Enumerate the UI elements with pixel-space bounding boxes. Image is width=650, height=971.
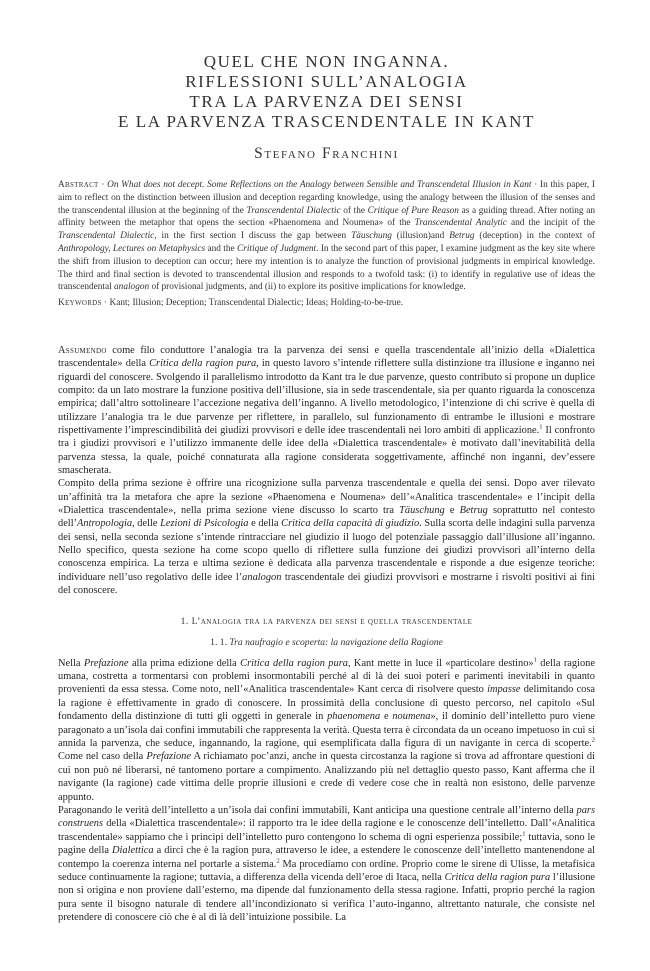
body-emph: Dialettica [112, 845, 154, 857]
title-line-1: QUEL CHE NON INGANNA. [203, 52, 450, 71]
intro-emph: Täuschung [399, 505, 445, 517]
intro-emph: Lezioni di Psicologia [160, 518, 249, 530]
body-text: della «Dialettica trascendentale»: il rapporto tra le idee della ragione e le conoscenze dell’intelletto. Dall’«Analitica trascendentale» sappiamo che i principi dell’intelletto puro contengono lo schema di ogni esperienza possibile; [58, 818, 595, 843]
keywords-list: Kant; Illusion; Deception; Transcendental Dialectic; Ideas; Holding-to-be-true. [109, 298, 404, 309]
body-emph: impasse [487, 684, 521, 696]
body-text: alla prima edizione della [128, 657, 241, 669]
keywords-label: Keywords [58, 298, 102, 309]
intro-text: trascendentale dei giudizi provvisori e mostrarne i risvolti positivi ai fini del conoscere. [58, 571, 595, 597]
abstract-heading: On What does not decept. Some Reflections on the Analogy between Sensible and Transcendetal Illusion in Kant [107, 180, 532, 190]
body-text: della ragione umana, costretta a tormentarsi con problemi insormontabili perché al di là dei suoi poteri e parimenti inevitabili in quanto provenienti da essa stessa. Come noto, nell’«Analitica trascendentale» Kant cerca di risolvere questo [58, 657, 595, 696]
body-text: Come nel caso della [58, 751, 147, 763]
section-body [58, 657, 595, 925]
title-line-3: TRA LA PARVENZA DEI SENSI [189, 92, 464, 111]
author-name: Stefano Franchini [254, 145, 399, 162]
intro-paragraph-1 [58, 344, 595, 477]
section-heading: 1. L’analogia tra la parvenza dei sensi e quella trascendentale [180, 615, 473, 627]
abstract-text: (deception) in the context of [474, 231, 595, 242]
intro-text: e [444, 505, 460, 517]
intro-text: e della [248, 518, 282, 530]
abstract-emph: Betrug [449, 231, 475, 242]
intro-text: , in questo lavoro s’intende riflettere sulla distinzione tra illusione e inganno nei riguardi del conoscere. Svolgendo il parallelismo introdotto da Kant tra le due parvenze, questo contributo si propone un duplice compito: da un lato mostrare la funzione positiva dell’illusione, sia in sede trascendentale, sia per quanto riguarda la conoscenza empirica; dall’altro sottolineare l’accezione negativa dell’inganno. A livello metodologico, l’intenzione di chi scrive è quella di utilizzare l’analogia tra le due parvenze per riflettere, in parallelo, sul funzionamento di entrambe le illusioni e mostrare rispettivamente l’imprescindibilità dei giudizi provvisori e delle idee trascendentali nei loro ambiti di applicazione. [58, 358, 595, 437]
footnote-marker: 2 [591, 736, 595, 744]
intro-emph: Critica della ragion pura [149, 358, 257, 370]
body-text: Ma procediamo con ordine. Proprio come le sirene di Ulisse, la metafisica seduce continuamente la ragione; tuttavia, a differenza della vicenda dell’eroe di Itaca, nella [58, 858, 595, 883]
intro-first-word: Assumendo [58, 344, 107, 356]
paper-title [58, 52, 595, 132]
abstract-text: (illusion)and [391, 231, 450, 242]
title-line-4: E LA PARVENZA TRASCENDENTALE IN KANT [117, 112, 536, 131]
title-line-2: RIFLESSIONI SULL’ANALOGIA [185, 72, 468, 91]
body-text: , Kant mette in luce il «particolare destino» [347, 657, 534, 669]
footnote-marker: 1 [539, 423, 543, 431]
body-text: », il dominio dell’intelletto puro viene paragonato a un’isola dai confini immutabili che rappresenta la verità. Questa terra è circondata da un oceano impetuoso in cui si annida la parvenza, che seduce, ingannando, la ragione, qui esemplificata dalla figura di un navigante in cerca di scoperte. [58, 711, 596, 749]
abstract-emph: Transcendental Dialectic [246, 205, 341, 216]
subsection-heading [58, 637, 595, 648]
intro-text: . Sulla scorta delle indagini sulla parvenza dei sensi, nella seconda sezione s’intende rintracciare nel giudizio il luogo del potenziale passaggio dall’illusione all’inganno. Nello specifico, questa sezione ha come scopo quello di riflettere sulla funzione dei giudizi provvisori all’interno della conoscenza empirica. La terza e ultima sezione è dedicata alla parvenza trascendentale e risponde a due esigenze teoriche: individuare nell’uso regolativo delle idee l’ [58, 518, 595, 583]
intro-emph: Betrug [459, 505, 488, 517]
abstract-separator: · [98, 180, 108, 190]
abstract-text: of provisional judgments, and (ii) to explore its positive implications for knowledge. [149, 282, 466, 293]
intro-emph: analogon [242, 571, 282, 583]
subsection-number: 1. 1. [210, 636, 230, 648]
body-emph: phaenomena [327, 711, 381, 723]
intro-emph: Critica della capacità di giudizio [281, 518, 420, 530]
abstract-text: as a guiding thread. After noting an affinity between the metaphor that opens the section «Phaenomena and Noumena» of the [58, 205, 595, 229]
keywords-separator: · [101, 298, 110, 309]
footnote-marker: 1 [533, 656, 537, 664]
body-text: Nella [58, 657, 84, 669]
body-paragraph-1 [58, 657, 595, 804]
abstract-emph: Transcendental Dialectic [58, 231, 155, 242]
abstract-text: of the [340, 205, 368, 216]
abstract-text: . In the second part of this paper, I examine judgment as the key site where the shift from illusion to deception can occur; here my intention is to analyze the function of provisional judgments in empirical knowledge. The third and final section is devoted to transcendental illusion and responds to a twofold task: (i) to identify in regulative use of ideas the transcendental [58, 243, 595, 293]
abstract-emph: analogon [114, 282, 150, 293]
body-emph: noumena [392, 711, 431, 723]
body-text: l’illusione non si origina e non proviene dall’esterno, ma dipende dal funzionamento della stessa ragione. Infatti, proprio perché la ragion pura sente il bisogno naturale di tendere all’incondizionato si verifica l’auto-inganno, altrettanto naturale, che consiste nel pretendere di conoscere ciò che è al di là dell’intuizione possibile. La [58, 872, 596, 924]
subsection-title-text: Tra naufragio e scoperta: la navigazione della Ragione [229, 636, 443, 648]
body-text: A richiamato poc’anzi, anche in questa circostanza la ragione si trova ad affrontare questioni di cui non può né liberarsi, né tantomeno portare a compimento. Analizzando più nel dettaglio questo passo, Kant afferma che il navigante (la ragione) cade vittima delle proprie illusioni e crede di vedere cose che in realtà non esistono, delle parvenze appunto. [58, 751, 596, 803]
intro-paragraph-2 [58, 477, 595, 597]
intro-text: soprattutto nel contesto dell’ [58, 505, 595, 530]
body-emph: Prefazione [146, 751, 191, 763]
abstract-text: · In this paper, I aim to reflect on the distinction between illusion and deception regarding knowledge, using the analogy between the illusion of the senses and the transcendental illusion at the beginning of the [58, 180, 595, 216]
intro-text: Compito della prima sezione è offrire una ricognizione sulla parvenza trascendentale e quella dei sensi. Dopo aver rilevato un’affinità tra la metafora che apre la sezione «Phaenomena e Noumena» dell’«Analitica trascendentale» e l’incipit della «Dialettica trascendentale», nella prima sezione viene discusso lo scarto tra [58, 478, 595, 517]
body-text: Paragonando le verità dell’intelletto a un’isola dai confini immutabili, Kant anticipa una questione centrale all’interno della [58, 804, 577, 816]
abstract-text: and the incipit of the [506, 218, 595, 229]
body-text: tuttavia, sono le pagine della [58, 831, 595, 857]
body-text: delimitando cosa la ragione è effettivamente in grado di conoscere. In prossimità della conclusione di questo percorso, nel capitolo «Sul fondamento della distinzione di tutti gli oggetti in generale in [58, 684, 595, 723]
body-emph: pars construens [58, 804, 595, 830]
body-paragraph-2 [58, 804, 595, 925]
abstract-emph: Täuschung [351, 231, 392, 242]
abstract-text: , in the first section I discuss the gap between [154, 231, 352, 242]
body-text: e [380, 711, 393, 723]
footnote-marker: 1 [522, 830, 526, 838]
body-text: a dirci che è la ragion pura, attraverso le idee, a estendere le conoscenze dell’intelletto mantenendone al contempo la coerenza interna nel portarle a sistema. [58, 845, 595, 870]
intro-text: , delle [132, 518, 161, 530]
intro-text: Il confronto tra i giudizi provvisori e l’utilizzo immanente delle idee della «Dialettica trascendentale» è motivato dall’inevitabilità della parvenza stessa, la quale, poiché connaturata alla ragione considerata soggettivamente, affinché non inganni, dev’essere smascherata. [58, 425, 595, 477]
footnote-marker: 2 [276, 857, 280, 865]
intro-text: come filo conduttore l’analogia tra la parvenza dei sensi e quella trascendentale all’inizio della «Dialettica trascendentale» della [58, 344, 595, 370]
abstract-label: Abstract [58, 180, 99, 190]
keywords [58, 297, 595, 310]
abstract-emph: Critique of Judgment [237, 243, 317, 254]
intro-emph: Antropologia [77, 518, 133, 530]
paper-page [0, 52, 650, 971]
body-emph: Critica della ragion pura [240, 657, 348, 669]
introduction [58, 344, 595, 598]
abstract [58, 179, 595, 294]
body-emph: Critica della ragion pura [444, 872, 551, 883]
abstract-emph: Anthropology, Lectures on Metaphysics [58, 243, 206, 254]
abstract-emph: Transcendental Analytic [414, 218, 507, 229]
abstract-emph: Critique of Pure Reason [367, 205, 459, 216]
abstract-text: and the [205, 243, 238, 254]
body-emph: Prefazione [83, 657, 129, 669]
